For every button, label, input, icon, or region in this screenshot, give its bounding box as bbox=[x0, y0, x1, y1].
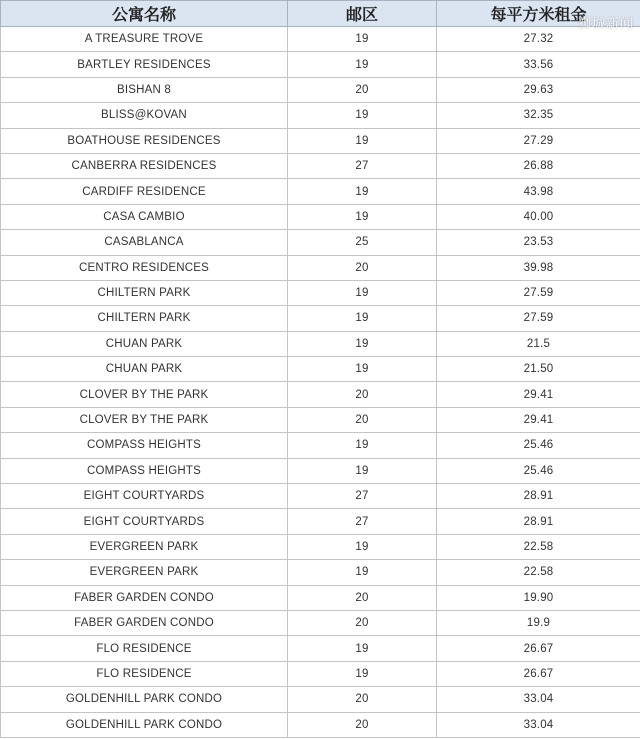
cell-district: 19 bbox=[288, 52, 437, 77]
cell-rent: 25.46 bbox=[437, 433, 640, 458]
cell-rent: 21.50 bbox=[437, 357, 640, 382]
cell-rent: 33.04 bbox=[437, 687, 640, 712]
cell-apartment-name: CANBERRA RESIDENCES bbox=[1, 153, 288, 178]
cell-apartment-name: CHILTERN PARK bbox=[1, 280, 288, 305]
cell-district: 19 bbox=[288, 27, 437, 52]
header-rent-per-sqm: 每平方米租金 bbox=[437, 1, 640, 27]
cell-district: 27 bbox=[288, 484, 437, 509]
cell-district: 19 bbox=[288, 560, 437, 585]
cell-rent: 27.59 bbox=[437, 306, 640, 331]
table-row bbox=[1, 585, 640, 610]
cell-rent: 25.46 bbox=[437, 458, 640, 483]
cell-apartment-name: CLOVER BY THE PARK bbox=[1, 382, 288, 407]
cell-rent: 19.90 bbox=[437, 585, 640, 610]
table-row bbox=[1, 103, 640, 128]
cell-district: 20 bbox=[288, 585, 437, 610]
table-row bbox=[1, 407, 640, 432]
table-row bbox=[1, 204, 640, 229]
table-row bbox=[1, 458, 640, 483]
cell-apartment-name: CHUAN PARK bbox=[1, 357, 288, 382]
cell-rent: 27.32 bbox=[437, 27, 640, 52]
cell-rent: 21.5 bbox=[437, 331, 640, 356]
cell-apartment-name: EVERGREEN PARK bbox=[1, 560, 288, 585]
table-row bbox=[1, 509, 640, 534]
cell-district: 19 bbox=[288, 128, 437, 153]
cell-district: 19 bbox=[288, 433, 437, 458]
cell-rent: 28.91 bbox=[437, 484, 640, 509]
table-header-row bbox=[1, 1, 640, 27]
cell-apartment-name: GOLDENHILL PARK CONDO bbox=[1, 687, 288, 712]
table-row bbox=[1, 534, 640, 559]
cell-apartment-name: BLISS@KOVAN bbox=[1, 103, 288, 128]
cell-rent: 23.53 bbox=[437, 230, 640, 255]
cell-rent: 33.04 bbox=[437, 712, 640, 737]
cell-district: 20 bbox=[288, 712, 437, 737]
cell-apartment-name: BOATHOUSE RESIDENCES bbox=[1, 128, 288, 153]
cell-district: 20 bbox=[288, 610, 437, 635]
cell-apartment-name: COMPASS HEIGHTS bbox=[1, 458, 288, 483]
cell-district: 19 bbox=[288, 204, 437, 229]
cell-apartment-name: FABER GARDEN CONDO bbox=[1, 585, 288, 610]
cell-district: 19 bbox=[288, 357, 437, 382]
table-row bbox=[1, 382, 640, 407]
table-row bbox=[1, 306, 640, 331]
cell-apartment-name: CLOVER BY THE PARK bbox=[1, 407, 288, 432]
cell-rent: 26.67 bbox=[437, 661, 640, 686]
cell-district: 20 bbox=[288, 255, 437, 280]
cell-apartment-name: A TREASURE TROVE bbox=[1, 27, 288, 52]
cell-rent: 32.35 bbox=[437, 103, 640, 128]
header-apartment-name: 公寓名称 bbox=[1, 1, 288, 27]
table-row bbox=[1, 712, 640, 737]
cell-rent: 39.98 bbox=[437, 255, 640, 280]
cell-rent: 22.58 bbox=[437, 560, 640, 585]
cell-district: 20 bbox=[288, 382, 437, 407]
cell-district: 25 bbox=[288, 230, 437, 255]
cell-district: 19 bbox=[288, 458, 437, 483]
table-body bbox=[1, 27, 640, 738]
cell-district: 27 bbox=[288, 153, 437, 178]
cell-apartment-name: BARTLEY RESIDENCES bbox=[1, 52, 288, 77]
cell-apartment-name: CHILTERN PARK bbox=[1, 306, 288, 331]
cell-district: 19 bbox=[288, 306, 437, 331]
table-row bbox=[1, 484, 640, 509]
cell-rent: 29.41 bbox=[437, 407, 640, 432]
cell-rent: 33.56 bbox=[437, 52, 640, 77]
cell-apartment-name: FLO RESIDENCE bbox=[1, 636, 288, 661]
table-row bbox=[1, 230, 640, 255]
table-row bbox=[1, 280, 640, 305]
cell-rent: 29.63 bbox=[437, 77, 640, 102]
table-row bbox=[1, 179, 640, 204]
table-row bbox=[1, 255, 640, 280]
table-row bbox=[1, 27, 640, 52]
cell-rent: 29.41 bbox=[437, 382, 640, 407]
cell-apartment-name: GOLDENHILL PARK CONDO bbox=[1, 712, 288, 737]
cell-rent: 19.9 bbox=[437, 610, 640, 635]
cell-apartment-name: CARDIFF RESIDENCE bbox=[1, 179, 288, 204]
table-row bbox=[1, 636, 640, 661]
cell-rent: 26.67 bbox=[437, 636, 640, 661]
cell-apartment-name: BISHAN 8 bbox=[1, 77, 288, 102]
cell-district: 19 bbox=[288, 636, 437, 661]
watermark-text: 狮城新闻 bbox=[577, 17, 634, 32]
header-district: 邮区 bbox=[288, 1, 437, 27]
cell-apartment-name: CASA CAMBIO bbox=[1, 204, 288, 229]
cell-apartment-name: CASABLANCA bbox=[1, 230, 288, 255]
cell-district: 19 bbox=[288, 534, 437, 559]
cell-district: 19 bbox=[288, 179, 437, 204]
table-row bbox=[1, 687, 640, 712]
cell-district: 19 bbox=[288, 331, 437, 356]
cell-district: 27 bbox=[288, 509, 437, 534]
cell-district: 20 bbox=[288, 407, 437, 432]
cell-rent: 40.00 bbox=[437, 204, 640, 229]
cell-district: 19 bbox=[288, 661, 437, 686]
cell-apartment-name: EIGHT COURTYARDS bbox=[1, 509, 288, 534]
table-row bbox=[1, 128, 640, 153]
cell-rent: 43.98 bbox=[437, 179, 640, 204]
table-row bbox=[1, 331, 640, 356]
table-row bbox=[1, 610, 640, 635]
table-row bbox=[1, 52, 640, 77]
cell-rent: 26.88 bbox=[437, 153, 640, 178]
cell-district: 20 bbox=[288, 77, 437, 102]
table-row bbox=[1, 560, 640, 585]
cell-district: 20 bbox=[288, 687, 437, 712]
cell-apartment-name: EIGHT COURTYARDS bbox=[1, 484, 288, 509]
cell-apartment-name: COMPASS HEIGHTS bbox=[1, 433, 288, 458]
cell-apartment-name: CHUAN PARK bbox=[1, 331, 288, 356]
cell-apartment-name: FLO RESIDENCE bbox=[1, 661, 288, 686]
cell-apartment-name: CENTRO RESIDENCES bbox=[1, 255, 288, 280]
cell-rent: 27.59 bbox=[437, 280, 640, 305]
cell-district: 19 bbox=[288, 280, 437, 305]
cell-rent: 28.91 bbox=[437, 509, 640, 534]
table-row bbox=[1, 153, 640, 178]
cell-rent: 22.58 bbox=[437, 534, 640, 559]
cell-apartment-name: EVERGREEN PARK bbox=[1, 534, 288, 559]
table-row bbox=[1, 357, 640, 382]
table-row bbox=[1, 661, 640, 686]
table-row bbox=[1, 77, 640, 102]
table-row bbox=[1, 433, 640, 458]
cell-apartment-name: FABER GARDEN CONDO bbox=[1, 610, 288, 635]
cell-rent: 27.29 bbox=[437, 128, 640, 153]
cell-district: 19 bbox=[288, 103, 437, 128]
